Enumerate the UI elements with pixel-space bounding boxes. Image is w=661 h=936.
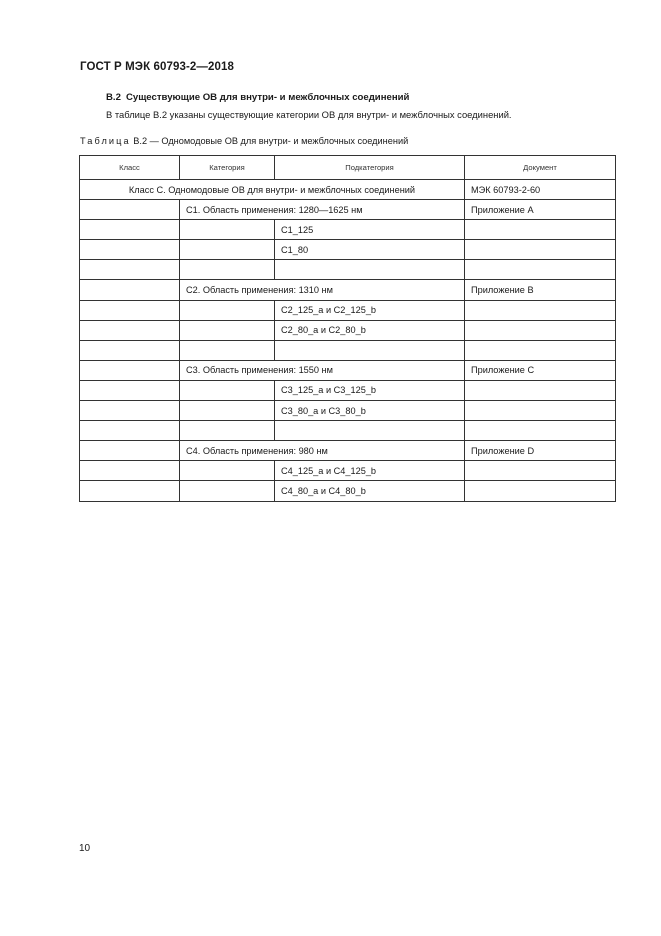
document-cell-empty — [465, 320, 616, 340]
document-cell-empty — [465, 380, 616, 400]
subcategory-row — [80, 240, 616, 260]
class-cell-empty — [80, 320, 180, 340]
category-cell-empty — [180, 220, 275, 240]
document-cell-empty — [465, 461, 616, 481]
subcategory-row — [80, 461, 616, 481]
section-title — [106, 92, 409, 103]
category-cell-empty — [180, 340, 275, 360]
subcategory-cell: С1_80 — [275, 240, 465, 260]
document-cell-empty — [465, 220, 616, 240]
header-subcategory: Подкатегория — [275, 156, 465, 180]
document-cell: Приложение В — [465, 280, 616, 300]
table-header-row — [80, 156, 616, 180]
class-cell-empty — [80, 340, 180, 360]
category-row — [80, 280, 616, 300]
category-cell-empty — [180, 481, 275, 501]
class-cell-empty — [80, 220, 180, 240]
table-caption — [80, 136, 408, 146]
subcategory-cell: С1_125 — [275, 220, 465, 240]
subcategory-cell — [275, 260, 465, 280]
class-cell-empty — [80, 360, 180, 380]
subcategory-cell: С2_80_a и С2_80_b — [275, 320, 465, 340]
subcategory-row — [80, 260, 616, 280]
subcategory-row — [80, 481, 616, 501]
document-cell-empty — [465, 401, 616, 421]
class-cell-empty — [80, 240, 180, 260]
category-cell-empty — [180, 421, 275, 441]
subcategory-cell: С4_80_a и С4_80_b — [275, 481, 465, 501]
subcategory-cell: С4_125_a и С4_125_b — [275, 461, 465, 481]
document-cell-empty — [465, 340, 616, 360]
header-category: Категория — [180, 156, 275, 180]
category-row — [80, 200, 616, 220]
category-cell-empty — [180, 461, 275, 481]
subcategory-row — [80, 380, 616, 400]
header-class: Класс — [80, 156, 180, 180]
document-cell: Приложение С — [465, 360, 616, 380]
table-caption-text: В.2 — Одномодовые ОВ для внутри- и межблочных соединений — [130, 136, 409, 146]
category-cell: С4. Область применения: 980 нм — [180, 441, 465, 461]
section-number: B.2 — [106, 92, 121, 103]
document-cell-empty — [465, 481, 616, 501]
class-cell-empty — [80, 441, 180, 461]
class-cell-empty — [80, 260, 180, 280]
class-cell-empty — [80, 481, 180, 501]
document-cell: Приложение D — [465, 441, 616, 461]
category-row — [80, 441, 616, 461]
page-number: 10 — [79, 843, 91, 854]
class-cell-empty — [80, 461, 180, 481]
class-cell-empty — [80, 421, 180, 441]
category-cell-empty — [180, 320, 275, 340]
subcategory-cell — [275, 340, 465, 360]
document-cell-empty — [465, 300, 616, 320]
subcategory-row — [80, 320, 616, 340]
document-cell-empty — [465, 260, 616, 280]
document-cell-empty — [465, 240, 616, 260]
class-cell-empty — [80, 280, 180, 300]
category-cell: С2. Область применения: 1310 нм — [180, 280, 465, 300]
document-cell: Приложение А — [465, 200, 616, 220]
table-caption-prefix: Таблица — [80, 136, 131, 146]
subcategory-cell: С3_80_a и С3_80_b — [275, 401, 465, 421]
document-cell-empty — [465, 421, 616, 441]
class-cell-empty — [80, 380, 180, 400]
category-cell-empty — [180, 260, 275, 280]
class-cell-empty — [80, 200, 180, 220]
category-cell-empty — [180, 401, 275, 421]
category-cell-empty — [180, 300, 275, 320]
header-document: Документ — [465, 156, 616, 180]
class-cell-empty — [80, 401, 180, 421]
category-row — [80, 360, 616, 380]
category-cell-empty — [180, 380, 275, 400]
subcategory-row — [80, 401, 616, 421]
subcategory-row — [80, 340, 616, 360]
subcategory-cell — [275, 421, 465, 441]
class-document-cell: МЭК 60793-2-60 — [465, 180, 616, 200]
category-cell: С3. Область применения: 1550 нм — [180, 360, 465, 380]
class-cell-empty — [80, 300, 180, 320]
subcategory-cell: С3_125_a и С3_125_b — [275, 380, 465, 400]
class-label-cell: Класс С. Одномодовые ОВ для внутри- и межблочных соединений — [80, 180, 465, 200]
class-row — [80, 180, 616, 200]
section-title-text: Существующие ОВ для внутри- и межблочных соединений — [125, 92, 410, 103]
subcategory-row — [80, 300, 616, 320]
subcategory-cell: С2_125_a и С2_125_b — [275, 300, 465, 320]
subcategory-row — [80, 421, 616, 441]
document-header: ГОСТ Р МЭК 60793-2—2018 — [80, 61, 234, 73]
subcategory-row — [80, 220, 616, 240]
fiber-category-table — [79, 155, 616, 502]
category-cell: С1. Область применения: 1280—1625 нм — [180, 200, 465, 220]
section-intro-paragraph: В таблице В.2 указаны существующие категории ОВ для внутри- и межблочных соединений. — [106, 109, 512, 120]
category-cell-empty — [180, 240, 275, 260]
